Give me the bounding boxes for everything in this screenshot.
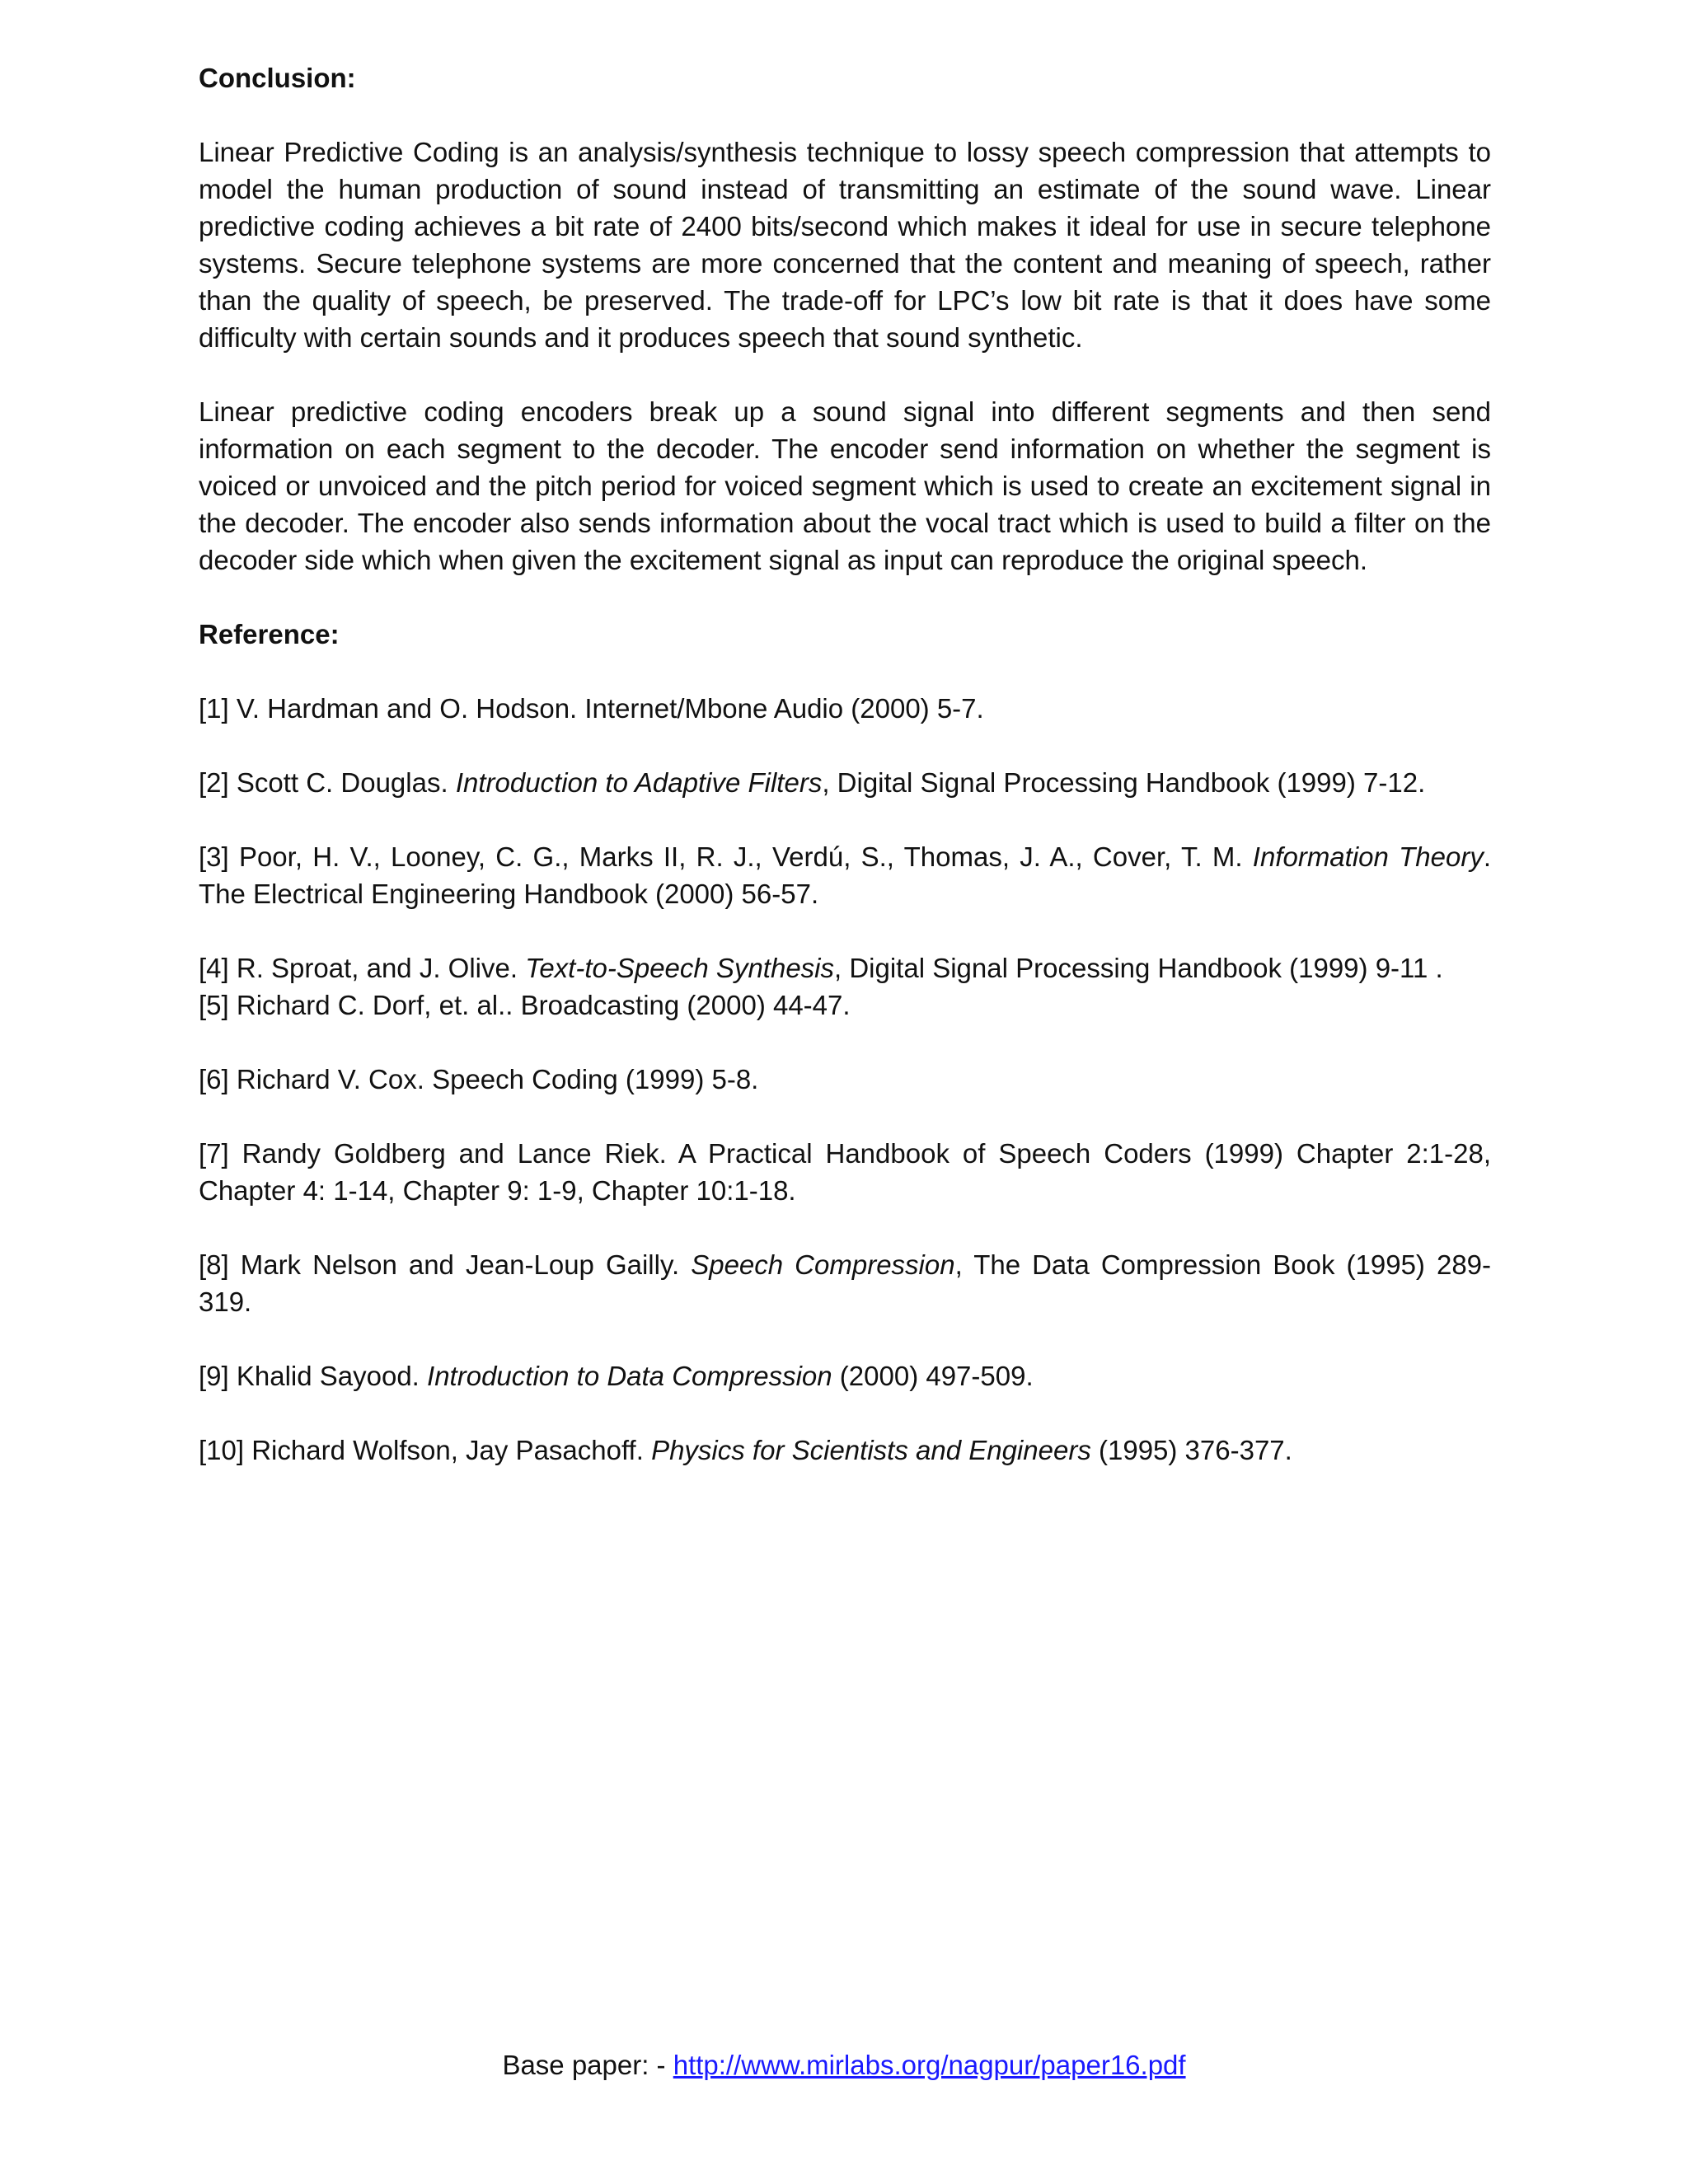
reference-text: [2] Scott C. Douglas. [199,767,456,798]
reference-title: Information Theory [1252,841,1484,872]
reference-text: , The Data Compression Book (1995) 289-319. [199,1249,1492,1317]
reference-text: [10] Richard Wolfson, Jay Pasachoff. [199,1435,652,1465]
reference-title: Introduction to Data Compression [427,1361,832,1391]
reference-item-6 [199,1061,1491,1098]
reference-text: [3] Poor, H. V., Looney, C. G., Marks II, R. J., Verdú, S., Thomas, J. A., Cover, T. M. [199,841,1253,872]
reference-text: (1995) 376-377. [1090,1435,1292,1465]
reference-item-2 [199,764,1491,801]
reference-item-8 [199,1246,1491,1320]
reference-title: Text-to-Speech Synthesis [525,953,834,983]
reference-text: [5] Richard C. Dorf, et. al.. Broadcasting (2000) 44-47. [199,990,851,1020]
reference-item-4 [199,949,1491,987]
reference-title: Speech Compression [691,1249,955,1280]
reference-item-3 [199,838,1491,912]
reference-item-1 [199,690,1491,727]
reference-text: , Digital Signal Processing Handbook (1999) 7-12. [822,767,1426,798]
conclusion-paragraph-1: Linear Predictive Coding is an analysis/synthesis technique to lossy speech compression that attempts to model the human production of sound instead of transmitting an estimate of the sound wave. Linear predictive coding achieves a bit rate of 2400 bits/second which makes it ideal for use in secure telephone systems. Secure telephone systems are more concerned that the content and meaning of speech, rather than the quality of speech, be preserved. The trade-off for LPC’s low bit rate is that it does have some difficulty with certain sounds and it produces speech that sound synthetic. [199,137,1491,353]
conclusion-paragraph-2: Linear predictive coding encoders break up a sound signal into different segments and then send information on each segment to the decoder. The encoder send information on whether the segment is voiced or unvoiced and the pitch period for voiced segment which is used to create an excitement signal in the decoder. The encoder also sends information about the vocal tract which is used to build a filter on the decoder side which when given the excitement signal as input can reproduce the original speech. [199,396,1491,575]
reference-text: [8] Mark Nelson and Jean-Loup Gailly. [199,1249,692,1280]
footer-label: Base paper: - [502,2050,673,2080]
reference-text: , Digital Signal Processing Handbook (1999) 9-11 . [834,953,1443,983]
conclusion-heading: Conclusion: [199,63,356,93]
document-page [199,59,1491,1506]
footer [0,2046,1688,2083]
reference-text: [4] R. Sproat, and J. Olive. [199,953,526,983]
reference-text: [1] V. Hardman and O. Hodson. Internet/Mbone Audio (2000) 5-7. [199,693,984,724]
reference-item-5 [199,987,1491,1024]
reference-heading: Reference: [199,619,340,649]
reference-text: [6] Richard V. Cox. Speech Coding (1999) 5-8. [199,1064,759,1094]
reference-item-10 [199,1432,1491,1469]
reference-text: [7] Randy Goldberg and Lance Riek. A Practical Handbook of Speech Coders (1999) Chapter 2:1-28, Chapter 4: 1-14, Chapter 9: 1-9, Chapter 10:1-18. [199,1138,1491,1206]
base-paper-link[interactable]: http://www.mirlabs.org/nagpur/paper16.pdf [673,2050,1186,2080]
reference-text: [9] Khalid Sayood. [199,1361,428,1391]
reference-item-9 [199,1357,1491,1394]
reference-text: . The Electrical Engineering Handbook (2000) 56-57. [199,841,1491,909]
reference-title: Introduction to Adaptive Filters [455,767,823,798]
reference-text: (2000) 497-509. [832,1361,1034,1391]
reference-item-7 [199,1135,1491,1209]
reference-title: Physics for Scientists and Engineers [651,1435,1091,1465]
